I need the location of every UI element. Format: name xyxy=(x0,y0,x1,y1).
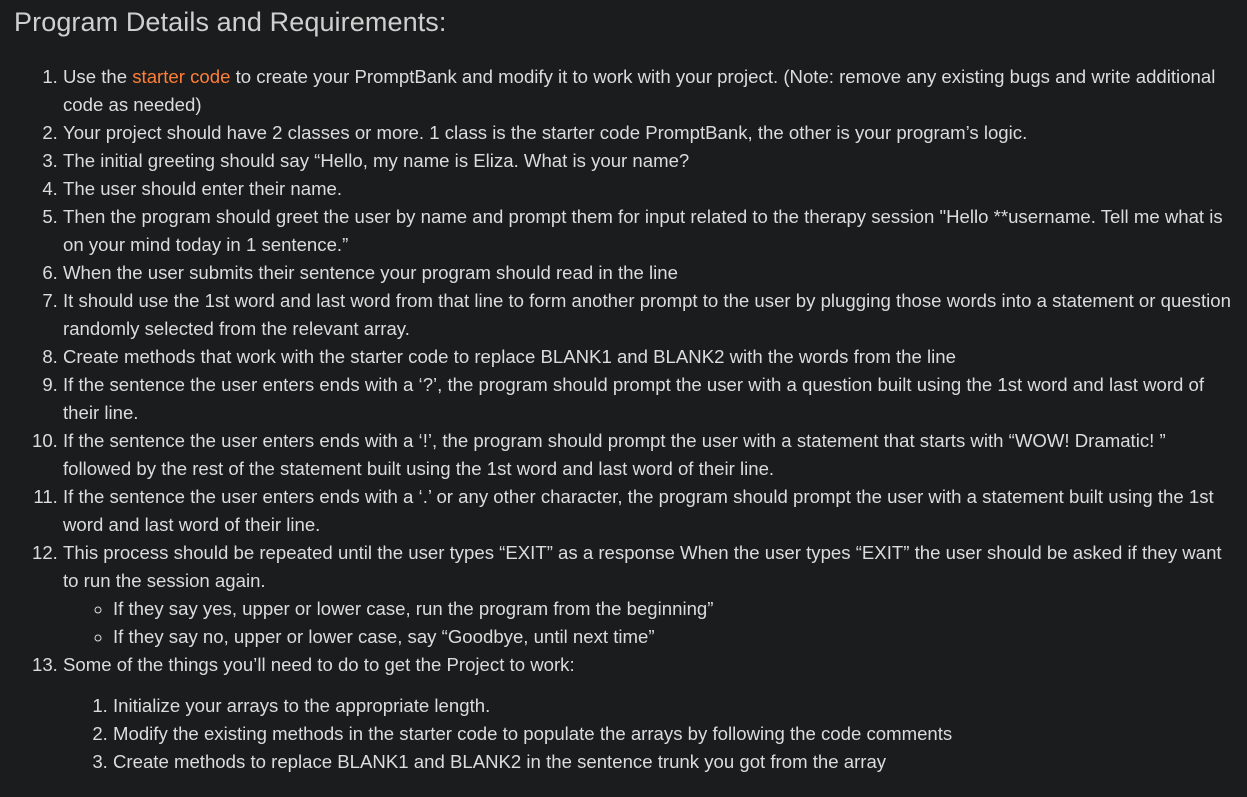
requirements-list xyxy=(0,63,1233,776)
requirement-item xyxy=(63,119,1233,147)
requirement-text: to create your PromptBank and modify it to work with your project. (Note: remove any existing bugs and write additional code as needed) xyxy=(63,66,1216,115)
bullet-item: ◦ If they say yes, upper or lower case, run the program from the beginning” xyxy=(113,595,1233,623)
requirement-text: If the sentence the user enters ends with a ‘?’, the program should prompt the user with a question built using the 1st word and last word of their line. xyxy=(63,374,1205,423)
requirement-text: Some of the things you’ll need to do to get the Project to work: xyxy=(63,654,575,675)
steps-list xyxy=(63,692,1233,776)
requirement-text: Create methods that work with the starter code to replace BLANK1 and BLANK2 with the words from the line xyxy=(63,346,956,367)
page-title: Program Details and Requirements: xyxy=(14,7,447,37)
requirement-text: This process should be repeated until the user types “EXIT” as a response When the user types “EXIT” the user should be asked if they want to run the session again. xyxy=(63,542,1222,591)
requirement-text: If the sentence the user enters ends with a ‘!’, the program should prompt the user with a statement that starts with “WOW! Dramatic! ” followed by the rest of the statement built using the 1st word and last word of their line. xyxy=(63,430,1166,479)
requirement-text: It should use the 1st word and last word from that line to form another prompt to the user by plugging those words into a statement or question randomly selected from the relevant array. xyxy=(63,290,1231,339)
step-item: 3. Create methods to replace BLANK1 and BLANK2 in the sentence trunk you got from the array xyxy=(113,748,1233,776)
requirement-item xyxy=(63,287,1233,343)
requirement-text: Use the xyxy=(63,66,133,87)
requirement-text: The initial greeting should say “Hello, my name is Eliza. What is your name? xyxy=(63,150,690,171)
bullet-item: ◦ If they say no, upper or lower case, say “Goodbye, until next time” xyxy=(113,623,1233,651)
requirement-item xyxy=(63,427,1233,483)
step-item: 1. Initialize your arrays to the appropriate length. xyxy=(113,692,1233,720)
requirement-item xyxy=(63,259,1233,287)
restart-options-list xyxy=(63,595,1233,651)
requirement-text: The user should enter their name. xyxy=(63,178,343,199)
requirement-item xyxy=(63,147,1233,175)
requirement-item xyxy=(63,371,1233,427)
requirement-item xyxy=(63,343,1233,371)
requirement-item xyxy=(63,539,1233,651)
requirement-text: Then the program should greet the user by name and prompt them for input related to the therapy session "Hello **username. Tell me what is on your mind today in 1 sentence.” xyxy=(63,206,1223,255)
starter-code-link[interactable]: starter code xyxy=(132,66,231,87)
requirement-text: If the sentence the user enters ends with a ‘.’ or any other character, the program should prompt the user with a statement built using the 1st word and last word of their line. xyxy=(63,486,1214,535)
requirement-item xyxy=(63,63,1233,119)
requirement-item xyxy=(63,175,1233,203)
requirement-item xyxy=(63,483,1233,539)
requirement-item xyxy=(63,203,1233,259)
step-item: 2. Modify the existing methods in the starter code to populate the arrays by following the code comments xyxy=(113,720,1233,748)
requirement-text: When the user submits their sentence your program should read in the line xyxy=(63,262,678,283)
requirement-item xyxy=(63,651,1233,776)
requirement-text: Your project should have 2 classes or more. 1 class is the starter code PromptBank, the other is your program’s logic. xyxy=(63,122,1028,143)
